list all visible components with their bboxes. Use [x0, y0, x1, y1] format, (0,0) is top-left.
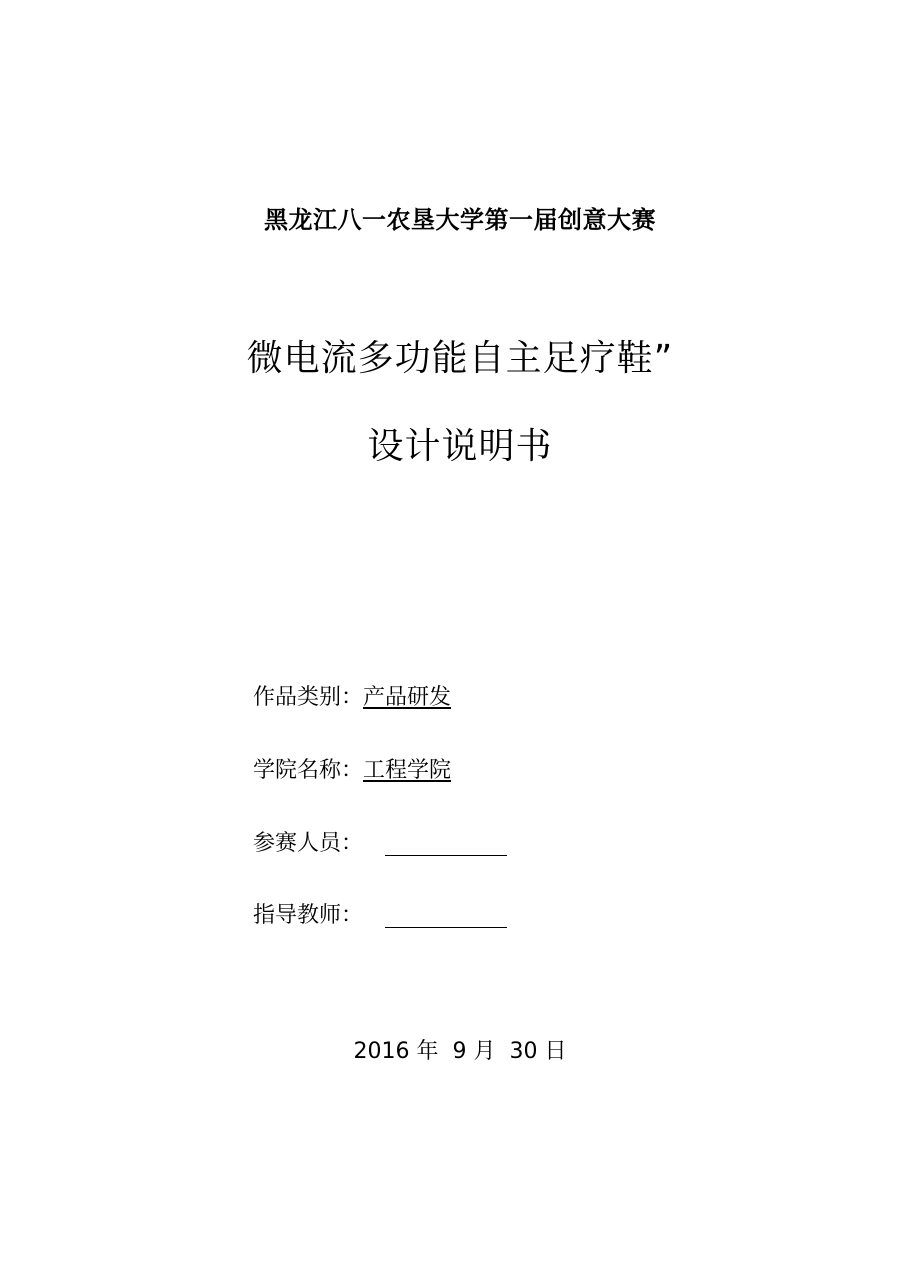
- category-row: [253, 682, 451, 714]
- college-row: [253, 755, 451, 787]
- document-title: 微电流多功能自主足疗鞋”: [246, 338, 674, 379]
- category-value: 产品研发: [363, 685, 452, 710]
- members-row: [253, 828, 507, 860]
- advisor-label: 指导教师：: [253, 903, 364, 928]
- document-date: 2016 年 9 月 30 日: [353, 1039, 567, 1064]
- members-label: 参赛人员：: [253, 831, 364, 856]
- college-label: 学院名称：: [253, 758, 364, 783]
- college-value: 工程学院: [363, 758, 452, 783]
- competition-heading: 黑龙江八一农垦大学第一届创意大赛: [264, 206, 656, 234]
- category-label: 作品类别：: [253, 685, 364, 710]
- members-blank-line: [385, 833, 507, 856]
- advisor-row: [253, 900, 507, 932]
- document-subtitle: 设计说明书: [367, 426, 553, 467]
- advisor-blank-line: [385, 905, 507, 928]
